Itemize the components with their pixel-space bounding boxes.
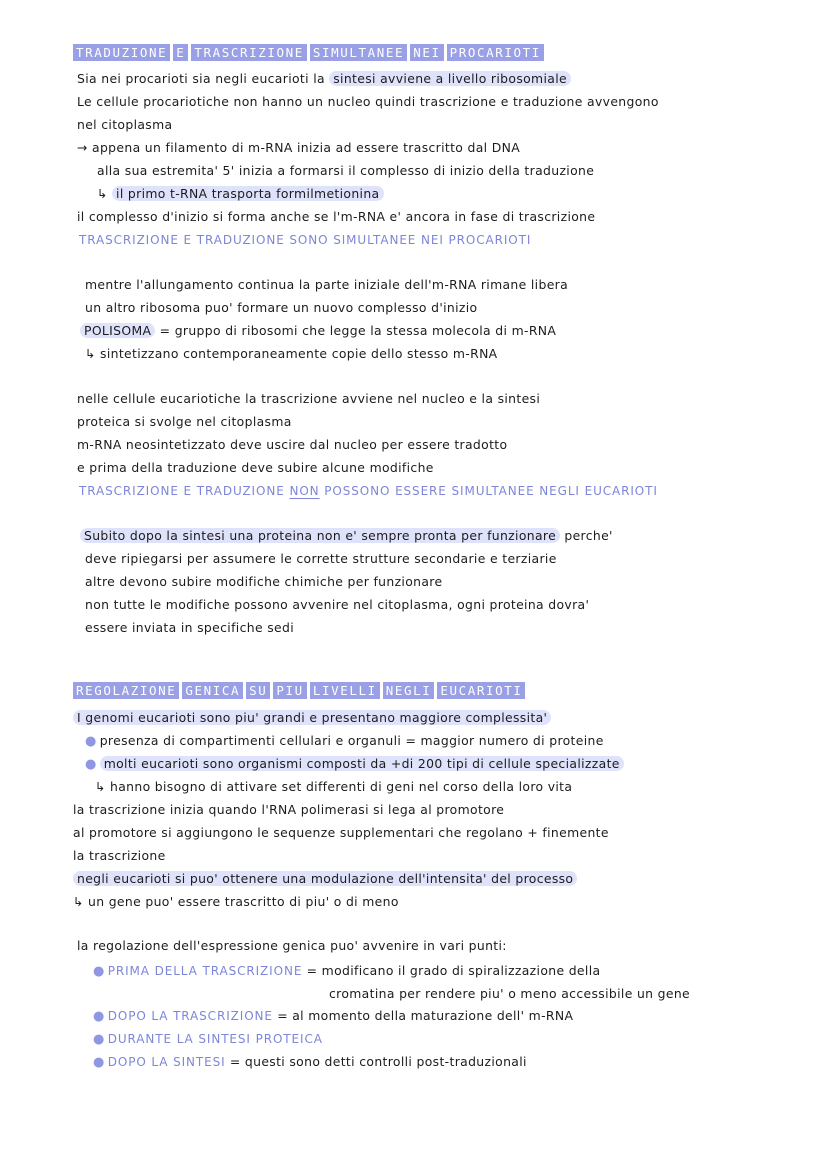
title-word: TRADUZIONE bbox=[73, 44, 170, 61]
text-line: la trascrizione inizia quando l'RNA polimerasi si lega al promotore bbox=[73, 802, 505, 817]
title-word: NEI bbox=[410, 44, 443, 61]
text-line: essere inviata in specifiche sedi bbox=[85, 620, 294, 635]
key-statement: TRASCRIZIONE E TRADUZIONE NON POSSONO ESSERE SIMULTANEE NEGLI EUCARIOTI bbox=[79, 484, 658, 498]
text-line bbox=[73, 709, 551, 727]
term-polisoma: POLISOMA bbox=[80, 323, 155, 338]
emphasis-non: NON bbox=[289, 484, 320, 498]
bullet-icon: ● bbox=[85, 734, 97, 749]
text-line: la trascrizione bbox=[73, 848, 166, 863]
title-word: SU bbox=[246, 682, 270, 699]
point-label: DURANTE LA SINTESI PROTEICA bbox=[107, 1032, 323, 1046]
highlighted-phrase: sintesi avviene a livello ribosomiale bbox=[329, 71, 571, 86]
point-label: PRIMA DELLA TRASCRIZIONE bbox=[107, 964, 303, 978]
list-item: ● DOPO LA TRASCRIZIONE = al momento della maturazione dell' m-RNA bbox=[93, 1008, 574, 1024]
list-item: ● PRIMA DELLA TRASCRIZIONE = modificano il grado di spiralizzazione della bbox=[93, 963, 601, 979]
title-word: REGOLAZIONE bbox=[73, 682, 179, 699]
text-line: Subito dopo la sintesi una proteina non e' sempre pronta per funzionare perche' bbox=[80, 527, 613, 545]
title-word: NEGLI bbox=[383, 682, 435, 699]
section-title-procarioti bbox=[73, 45, 547, 61]
text-line: m-RNA neosintetizzato deve uscire dal nucleo per essere tradotto bbox=[77, 437, 508, 452]
text-line: un altro ribosoma puo' formare un nuovo complesso d'inizio bbox=[85, 300, 478, 315]
point-label: DOPO LA TRASCRIZIONE bbox=[107, 1009, 273, 1023]
text-line: ↳ hanno bisogno di attivare set differenti di geni nel corso della loro vita bbox=[95, 779, 573, 794]
highlighted-phrase: I genomi eucarioti sono piu' grandi e presentano maggiore complessita' bbox=[73, 710, 551, 725]
highlighted-phrase: Subito dopo la sintesi una proteina non e' sempre pronta per funzionare bbox=[80, 528, 560, 543]
text-line: il complesso d'inizio si forma anche se l'm-RNA e' ancora in fase di trascrizione bbox=[77, 209, 596, 224]
text-line: cromatina per rendere piu' o meno accessibile un gene bbox=[329, 986, 691, 1001]
bullet-icon: ● bbox=[93, 964, 105, 979]
text-line: mentre l'allungamento continua la parte iniziale dell'm-RNA rimane libera bbox=[85, 277, 569, 292]
text-line bbox=[97, 185, 384, 203]
text-line: nelle cellule eucariotiche la trascrizione avviene nel nucleo e la sintesi bbox=[77, 391, 541, 406]
text-line: e prima della traduzione deve subire alcune modifiche bbox=[77, 460, 434, 475]
key-statement: TRASCRIZIONE E TRADUZIONE SONO SIMULTANEE NEI PROCARIOTI bbox=[79, 233, 532, 247]
bullet-icon: ● bbox=[85, 757, 97, 772]
text-line: la regolazione dell'espressione genica puo' avvenire in vari punti: bbox=[77, 938, 507, 953]
text-line bbox=[73, 870, 577, 888]
text-line: non tutte le modifiche possono avvenire nel citoplasma, ogni proteina dovra' bbox=[85, 597, 590, 612]
text-line: altre devono subire modifiche chimiche per funzionare bbox=[85, 574, 443, 589]
list-item: ● DOPO LA SINTESI = questi sono detti controlli post-traduzionali bbox=[93, 1054, 527, 1070]
highlighted-phrase: il primo t-RNA trasporta formilmetionina bbox=[112, 186, 383, 201]
title-word: SIMULTANEE bbox=[310, 44, 407, 61]
hook-arrow-icon: ↳ bbox=[97, 186, 108, 201]
title-word: TRASCRIZIONE bbox=[191, 44, 307, 61]
text-line: POLISOMA = gruppo di ribosomi che legge la stessa molecola di m-RNA bbox=[80, 322, 556, 340]
text-line: ↳ un gene puo' essere trascritto di piu' o di meno bbox=[73, 894, 399, 909]
text-line: Sia nei procarioti sia negli eucarioti la sintesi avviene a livello ribosomiale bbox=[77, 70, 571, 88]
title-word: GENICA bbox=[182, 682, 243, 699]
text-line: ↳ sintetizzano contemporaneamente copie dello stesso m-RNA bbox=[85, 346, 498, 361]
title-word: PIU bbox=[273, 682, 306, 699]
title-word: E bbox=[173, 44, 188, 61]
title-word: LIVELLI bbox=[310, 682, 380, 699]
text-line: → appena un filamento di m-RNA inizia ad essere trascritto dal DNA bbox=[77, 140, 521, 155]
text-line: proteica si svolge nel citoplasma bbox=[77, 414, 292, 429]
highlighted-phrase: negli eucarioti si puo' ottenere una modulazione dell'intensita' del processo bbox=[73, 871, 577, 886]
text-line: deve ripiegarsi per assumere le corrette strutture secondarie e terziarie bbox=[85, 551, 557, 566]
text-line: Le cellule procariotiche non hanno un nucleo quindi trascrizione e traduzione avvengono bbox=[77, 94, 659, 109]
list-item: ● presenza di compartimenti cellulari e organuli = maggior numero di proteine bbox=[85, 733, 604, 749]
text-line: alla sua estremita' 5' inizia a formarsi il complesso di inizio della traduzione bbox=[97, 163, 595, 178]
list-item bbox=[93, 1030, 323, 1049]
section-title-regolazione bbox=[73, 683, 528, 699]
list-item: ● molti eucarioti sono organismi composti da +di 200 tipi di cellule specializzate bbox=[85, 755, 624, 774]
text-line: nel citoplasma bbox=[77, 117, 173, 132]
point-label: DOPO LA SINTESI bbox=[107, 1055, 226, 1069]
text-line: al promotore si aggiungono le sequenze supplementari che regolano + finemente bbox=[73, 825, 609, 840]
bullet-icon: ● bbox=[93, 1032, 105, 1047]
bullet-icon: ● bbox=[93, 1055, 105, 1070]
bullet-icon: ● bbox=[93, 1009, 105, 1024]
title-word: EUCARIOTI bbox=[437, 682, 525, 699]
title-word: PROCARIOTI bbox=[447, 44, 544, 61]
